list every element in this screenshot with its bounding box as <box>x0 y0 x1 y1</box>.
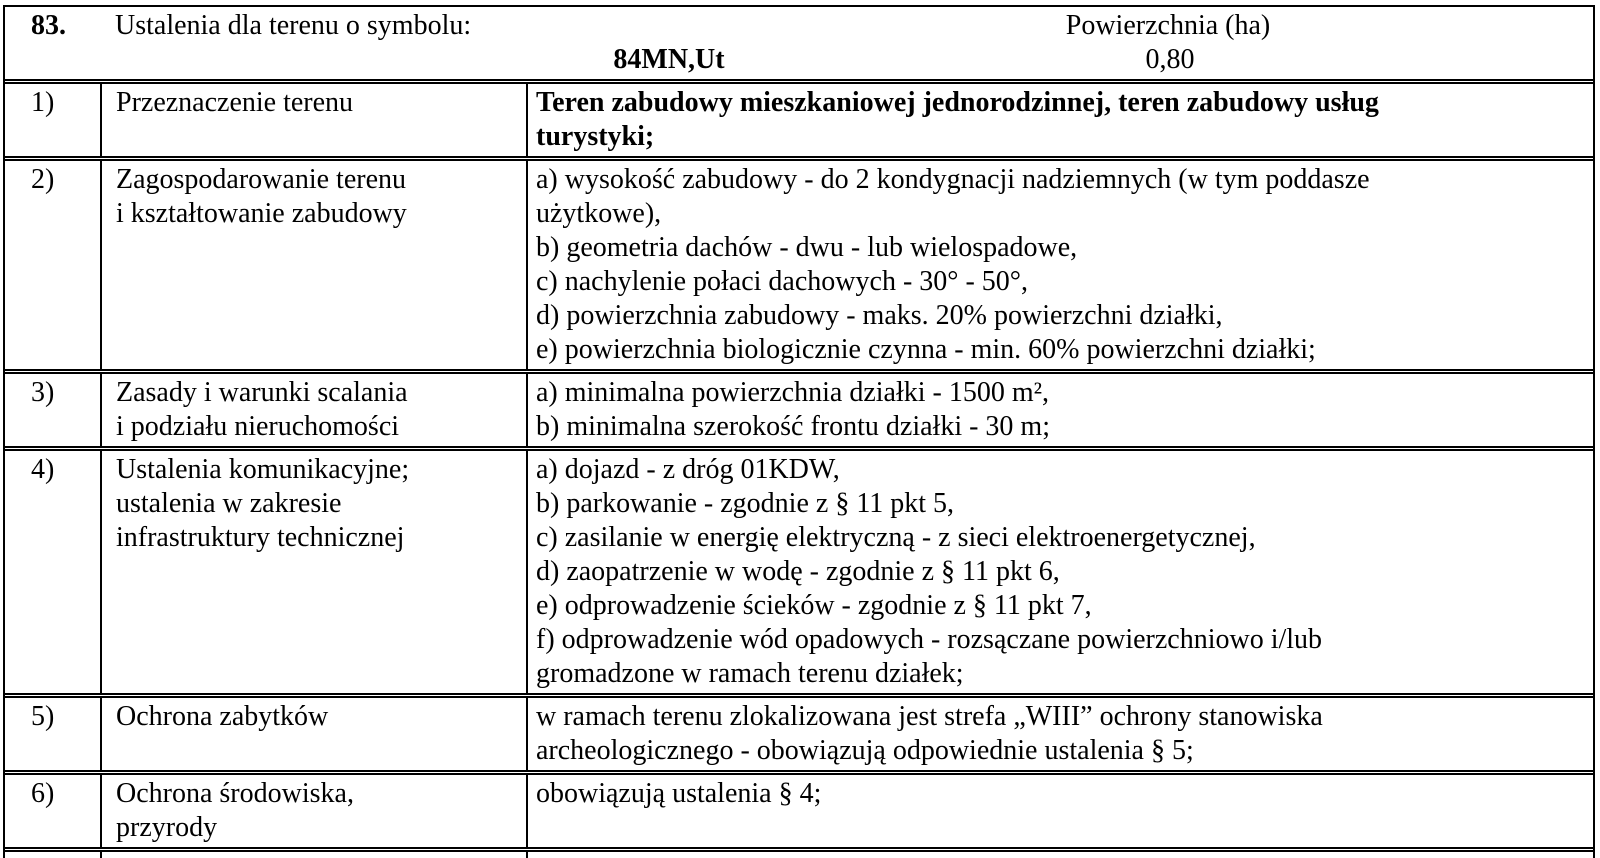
row-number-text: 5) <box>31 701 55 732</box>
row-number <box>5 451 100 693</box>
row-label-line: Ochrona zabytków <box>116 701 329 732</box>
row-number <box>5 161 100 369</box>
row-value-line: w ramach terenu zlokalizowana jest strefa „WIII” ochrony stanowiska <box>536 701 1323 732</box>
row-label <box>100 852 526 858</box>
header-merged-cell <box>100 7 1593 79</box>
row-label-line: Ochrona środowiska, <box>116 778 354 809</box>
row-number <box>5 775 100 847</box>
row-value-line: c) nachylenie połaci dachowych - 30° - 50°, <box>536 266 1028 297</box>
row-number <box>5 698 100 770</box>
row-label-line: i podziału nieruchomości <box>116 411 400 442</box>
row-value-line: a) wysokość zabudowy - do 2 kondygnacji nadziemnych (w tym poddasze <box>536 164 1370 195</box>
row-value-line: b) geometria dachów - dwu - lub wielospadowe, <box>536 232 1078 263</box>
terrain-symbol: 84MN,Ut <box>613 44 725 75</box>
row-value-line: f) odprowadzenie wód opadowych - rozsączane powierzchniowo i/lub <box>536 624 1323 655</box>
header-line-1 <box>100 9 1593 43</box>
row-value-line: e) odprowadzenie ścieków - zgodnie z § 11 pkt 7, <box>536 590 1092 621</box>
row-number-text: 6) <box>31 778 55 809</box>
row-value-line: d) powierzchnia zabudowy - maks. 20% powierzchni działki, <box>536 300 1223 331</box>
row-value-line: gromadzone w ramach terenu działek; <box>536 658 964 689</box>
table-row <box>5 693 1593 770</box>
row-label <box>100 775 526 847</box>
row-number <box>5 374 100 446</box>
row-label <box>100 84 526 156</box>
row-value-line: użytkowe), <box>536 198 662 229</box>
row-label-line: przyrody <box>116 812 218 843</box>
table-row-partial <box>5 847 1593 858</box>
row-value <box>526 161 1593 369</box>
row-label <box>100 374 526 446</box>
table-row <box>5 446 1593 693</box>
area-label: Powierzchnia (ha) <box>1065 10 1271 41</box>
row-value <box>526 451 1593 693</box>
row-value-line: b) parkowanie - zgodnie z § 11 pkt 5, <box>536 488 955 519</box>
row-value-line: obowiązują ustalenia § 4; <box>536 778 822 809</box>
row-value-line: archeologicznego - obowiązują odpowiednie ustalenia § 5; <box>536 735 1194 766</box>
row-number-text: 2) <box>31 164 55 195</box>
row-value-line: turystyki; <box>536 121 655 152</box>
row-value-line: b) minimalna szerokość frontu działki - 30 m; <box>536 411 1050 442</box>
row-value <box>526 775 1593 847</box>
header-title: Ustalenia dla terenu o symbolu: <box>115 10 472 41</box>
row-number-text: 3) <box>31 377 55 408</box>
row-number <box>5 84 100 156</box>
row-value-line: c) zasilanie w energię elektryczną - z sieci elektroenergetycznej, <box>536 522 1256 553</box>
area-value: 0,80 <box>1145 44 1195 75</box>
row-value-line: a) minimalna powierzchnia działki - 1500 m², <box>536 377 1050 408</box>
row-label <box>100 161 526 369</box>
header-line-2 <box>100 43 1593 77</box>
row-label-line: Zasady i warunki scalania <box>116 377 408 408</box>
row-label-line: Ustalenia komunikacyjne; <box>116 454 410 485</box>
row-value <box>526 698 1593 770</box>
row-label <box>100 451 526 693</box>
row-label-line: ustalenia w zakresie <box>116 488 342 519</box>
row-label <box>100 698 526 770</box>
table-row <box>5 770 1593 847</box>
row-value-line: a) dojazd - z dróg 01KDW, <box>536 454 840 485</box>
row-value <box>526 374 1593 446</box>
row-value-line: Teren zabudowy mieszkaniowej jednorodzinnej, teren zabudowy usług <box>536 87 1379 118</box>
row-label-line: infrastruktury technicznej <box>116 522 405 553</box>
section-number: 83. <box>31 10 66 41</box>
row-number <box>5 852 100 858</box>
table-row <box>5 156 1593 369</box>
table-body <box>5 79 1593 847</box>
table-header-row <box>5 7 1593 79</box>
row-value <box>526 84 1593 156</box>
table-row <box>5 79 1593 156</box>
row-value <box>526 852 1593 858</box>
row-value-line: e) powierzchnia biologicznie czynna - min. 60% powierzchni działki; <box>536 334 1316 365</box>
table-row <box>5 369 1593 446</box>
row-number-text: 1) <box>31 87 55 118</box>
row-label-line: Przeznaczenie terenu <box>116 87 354 118</box>
row-number-text: 4) <box>31 454 55 485</box>
row-label-line: Zagospodarowanie terenu <box>116 164 406 195</box>
row-label-line: i kształtowanie zabudowy <box>116 198 407 229</box>
row-value-line: d) zaopatrzenie w wodę - zgodnie z § 11 pkt 6, <box>536 556 1060 587</box>
zoning-table <box>3 5 1595 858</box>
